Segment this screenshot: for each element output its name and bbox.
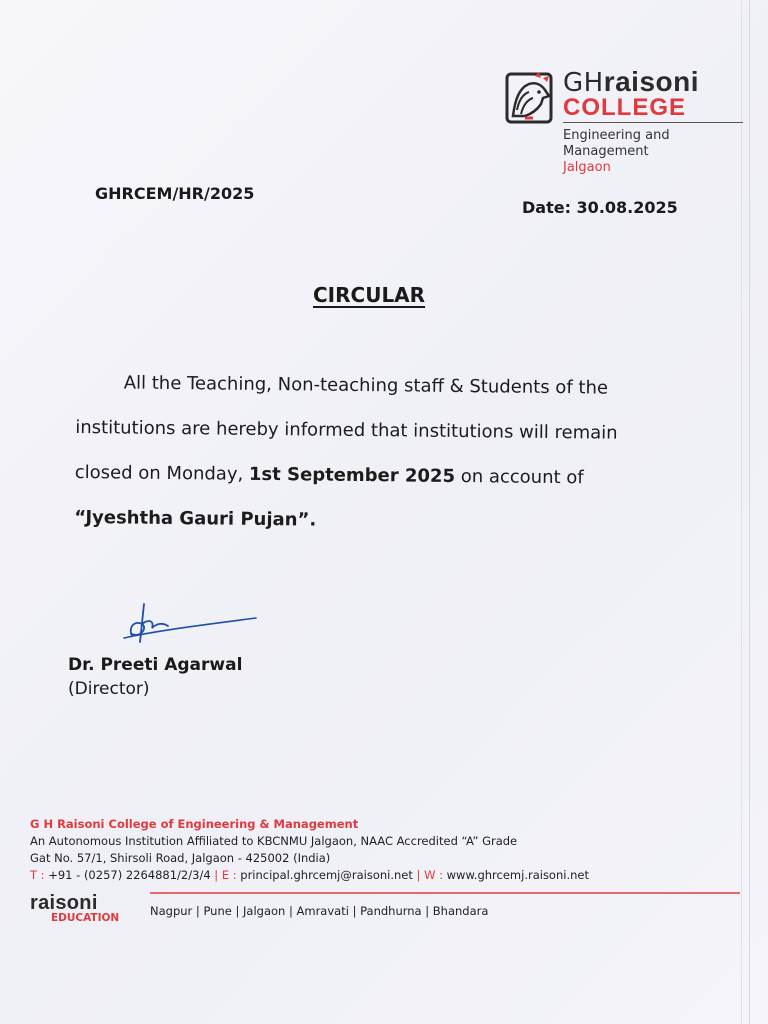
campus-cities: Nagpur | Pune | Jalgaon | Amravati | Pandhurna | Bhandara [150, 904, 489, 918]
raisoni-education-logo: raisoni EDUCATION [30, 892, 120, 924]
footer-contact [30, 816, 740, 884]
page-title: CIRCULAR [313, 283, 426, 307]
footer-org-name: G H Raisoni College of Engineering & Management [30, 817, 359, 831]
footer-address: Gat No. 57/1, Shirsoli Road, Jalgaon - 425002 (India) [30, 851, 331, 865]
body-line: closed on Monday, 1st September 2025 on account of [74, 461, 584, 489]
reference-number: GHRCEM/HR/2025 [95, 184, 255, 203]
signature-image [120, 598, 260, 648]
college-logo [505, 68, 745, 188]
page-edge [749, 0, 750, 1024]
body-line: All the Teaching, Non-teaching staff & Students of the [123, 372, 609, 399]
footer-divider [150, 892, 740, 894]
logo-college-text: COLLEGE [563, 94, 687, 121]
footer-contact-line: T : +91 - (0257) 2264881/2/3/4 | E : principal.ghrcemj@raisoni.net | W : www.ghrcemj.raisoni.net [30, 868, 589, 882]
lion-emblem-icon [505, 70, 555, 126]
footer-affiliation: An Autonomous Institution Affiliated to KBCNMU Jalgaon, NAAC Accredited “A” Grade [30, 834, 518, 848]
logo-divider [563, 122, 743, 123]
circular-date: Date: 30.08.2025 [522, 198, 678, 217]
logo-subtitle: Engineering and Management Jalgaon [563, 128, 670, 175]
logo-wordmark: GHraisoni [563, 66, 700, 98]
holiday-name: “Jyeshtha Gauri Pujan”. [74, 506, 317, 531]
signatory-role: (Director) [68, 679, 150, 699]
holiday-date: 1st September 2025 [248, 463, 456, 487]
signatory-name: Dr. Preeti Agarwal [68, 655, 243, 675]
circular-body [74, 360, 666, 546]
body-line: institutions are hereby informed that institutions will remain [75, 416, 618, 444]
